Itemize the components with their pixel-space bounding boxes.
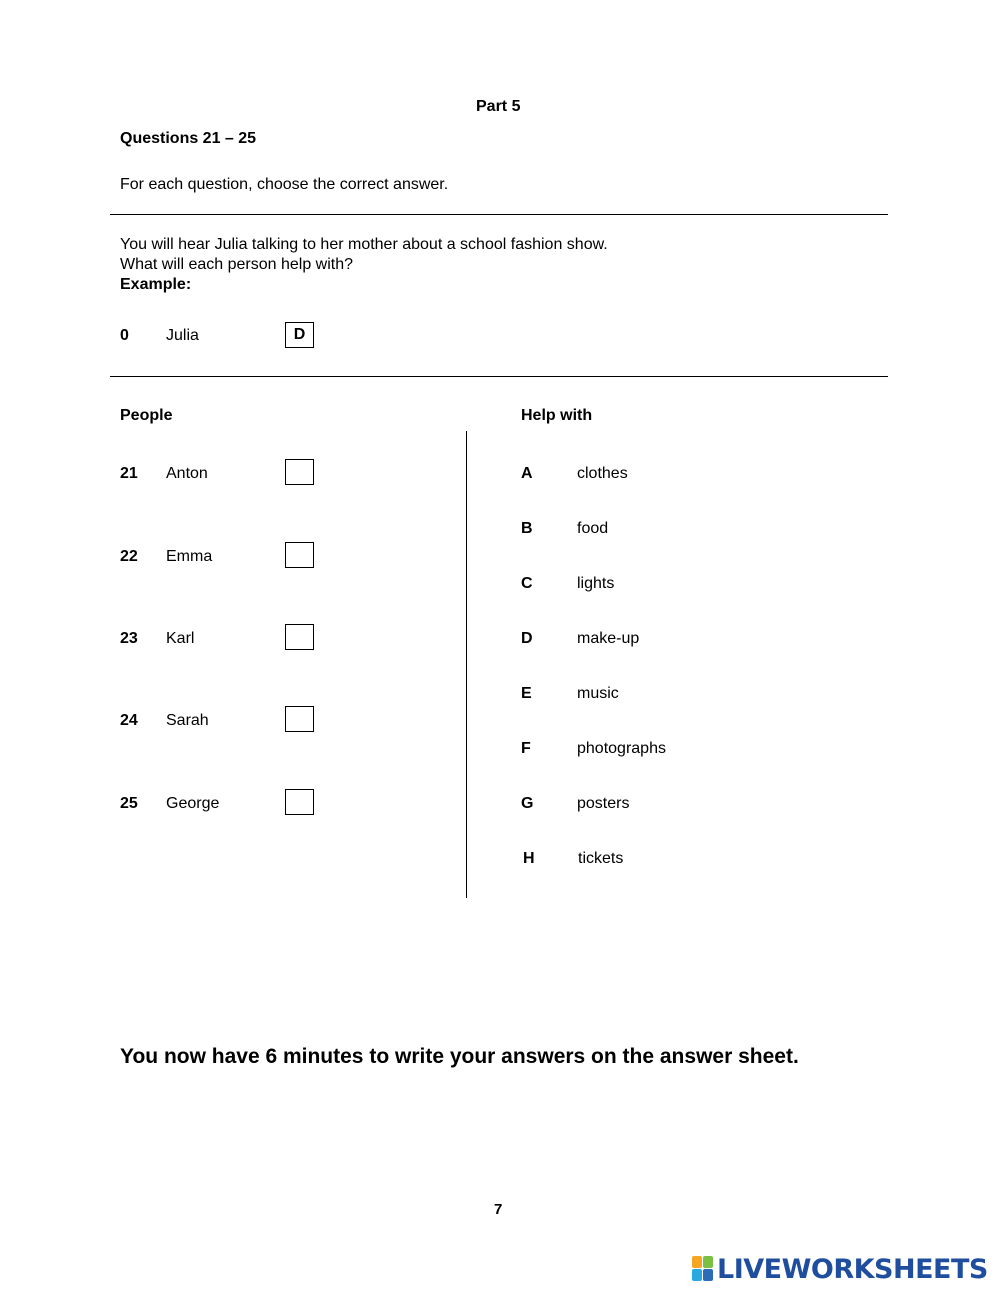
person-number: 22 xyxy=(120,548,138,565)
person-number: 24 xyxy=(120,712,138,729)
person-number: 25 xyxy=(120,795,138,812)
logo-mark-icon xyxy=(692,1256,714,1282)
part-title: Part 5 xyxy=(476,98,521,115)
answer-box-24[interactable] xyxy=(285,706,314,732)
intro-line-2: What will each person help with? xyxy=(120,256,354,273)
option-letter: H xyxy=(523,850,535,867)
example-label: Example: xyxy=(120,276,192,293)
option-text: lights xyxy=(577,575,615,592)
person-name: Anton xyxy=(166,465,208,482)
person-name: Emma xyxy=(166,548,213,565)
time-note: You now have 6 minutes to write your answers on the answer sheet. xyxy=(120,1045,799,1068)
option-text: make-up xyxy=(577,630,640,647)
answer-box-21[interactable] xyxy=(285,459,314,485)
option-text: food xyxy=(577,520,609,537)
option-letter: C xyxy=(521,575,533,592)
answer-box-22[interactable] xyxy=(285,542,314,568)
option-text: photographs xyxy=(577,740,666,757)
questions-range: Questions 21 – 25 xyxy=(120,130,257,147)
answer-box-23[interactable] xyxy=(285,624,314,650)
logo-text: LIVEWORKSHEETS xyxy=(717,1253,988,1285)
people-heading: People xyxy=(120,407,173,424)
option-letter: F xyxy=(521,740,531,757)
column-divider xyxy=(466,431,467,898)
top-divider xyxy=(110,214,888,215)
person-name: Sarah xyxy=(166,712,209,729)
person-name: Karl xyxy=(166,630,195,647)
example-number: 0 xyxy=(120,327,129,344)
example-answer-box: D xyxy=(285,322,314,348)
help-heading: Help with xyxy=(521,407,593,424)
middle-divider xyxy=(110,376,888,377)
option-text: music xyxy=(577,685,619,702)
answer-box-25[interactable] xyxy=(285,789,314,815)
instruction-text: For each question, choose the correct answer. xyxy=(120,176,449,193)
page-number: 7 xyxy=(494,1201,503,1218)
option-text: posters xyxy=(577,795,630,812)
liveworksheets-logo[interactable] xyxy=(692,1252,988,1286)
option-text: tickets xyxy=(578,850,624,867)
option-letter: G xyxy=(521,795,534,812)
option-letter: A xyxy=(521,465,533,482)
person-number: 21 xyxy=(120,465,138,482)
option-text: clothes xyxy=(577,465,628,482)
person-number: 23 xyxy=(120,630,138,647)
intro-line-1: You will hear Julia talking to her mother about a school fashion show. xyxy=(120,236,608,253)
example-name: Julia xyxy=(166,327,199,344)
person-name: George xyxy=(166,795,220,812)
option-letter: B xyxy=(521,520,533,537)
option-letter: E xyxy=(521,685,532,702)
option-letter: D xyxy=(521,630,533,647)
